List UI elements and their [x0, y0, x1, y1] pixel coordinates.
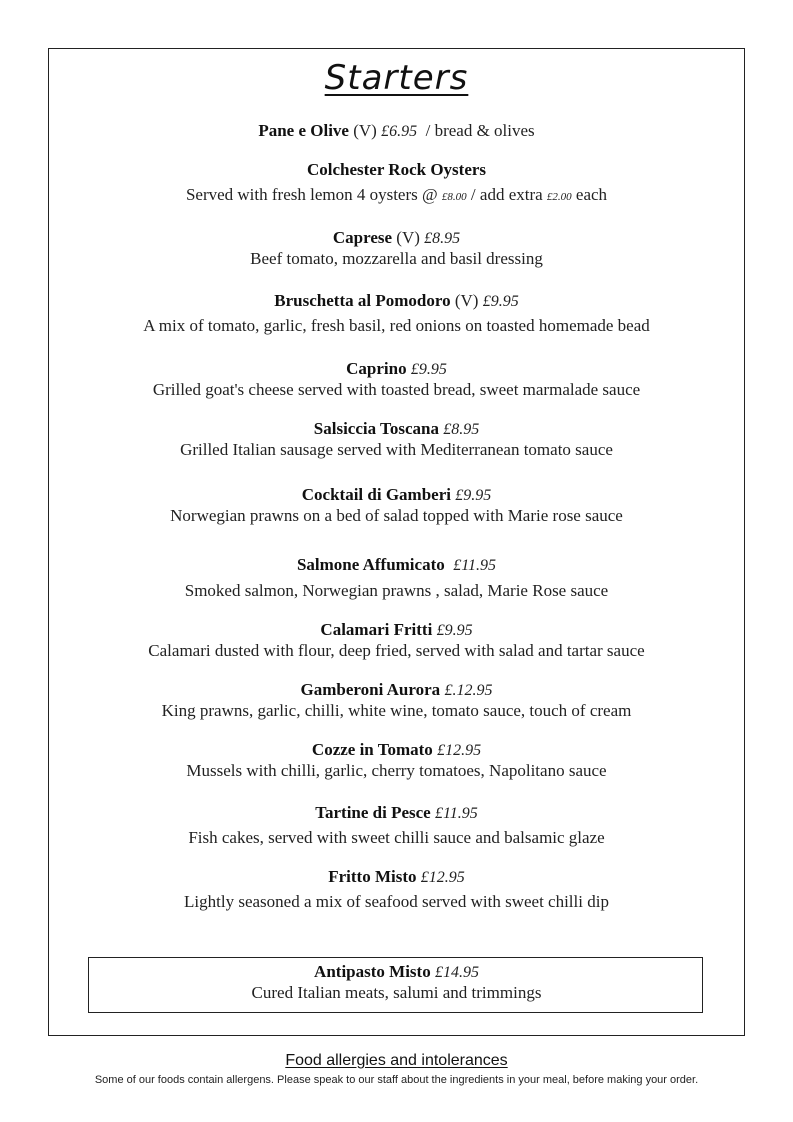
menu-item-bruschetta-desc [48, 316, 745, 336]
menu-item-calamari-desc [48, 641, 745, 661]
item-price: £11.95 [434, 805, 478, 822]
menu-item-salmone-desc [48, 581, 745, 601]
menu-item-caprino-name [48, 359, 745, 380]
item-desc: / add extra [466, 185, 547, 204]
menu-item-caprese-desc [48, 249, 745, 269]
item-desc: / bread & olives [425, 121, 535, 140]
menu-item-cozze-desc [48, 761, 745, 781]
item-price: £8.95 [443, 421, 480, 438]
item-price: £9.95 [436, 622, 473, 639]
menu-item-salsiccia-desc [48, 440, 745, 460]
item-name: Colchester Rock Oysters [306, 160, 487, 179]
item-desc: each [571, 185, 608, 204]
menu-item-tartine-name [48, 803, 745, 824]
menu-item-fritto-name [48, 867, 745, 888]
menu-item-gamberoni-name [48, 680, 745, 701]
item-desc: A mix of tomato, garlic, fresh basil, red onions on toasted homemade bead [143, 316, 650, 335]
item-price: £12.95 [437, 742, 482, 759]
allergy-text: Some of our foods contain allergens. Please speak to our staff about the ingredients in your meal, before making your order. [94, 1074, 699, 1086]
item-name: Calamari Fritti [320, 620, 433, 639]
menu-item-fritto-desc [48, 892, 745, 912]
menu-item-salsiccia-name [48, 419, 745, 440]
menu-item-antipasto-name [48, 962, 745, 983]
item-price: £9.95 [455, 487, 492, 504]
menu-item-calamari-name [48, 620, 745, 641]
item-price: £9.95 [410, 361, 447, 378]
menu-item-caprese-name [48, 228, 745, 249]
item-price: £11.95 [453, 557, 497, 574]
item-desc: Norwegian prawns on a bed of salad topped with Marie rose sauce [170, 506, 623, 525]
item-name: Salsiccia Toscana [313, 419, 439, 438]
item-desc: Beef tomato, mozzarella and basil dressing [250, 249, 543, 268]
menu-item-pane-e-olive [48, 121, 745, 142]
item-desc: King prawns, garlic, chilli, white wine, tomato sauce, touch of cream [161, 701, 632, 720]
menu-item-antipasto-desc [48, 983, 745, 1003]
item-price: £8.00 [441, 191, 467, 203]
item-desc: Lightly seasoned a mix of seafood served with sweet chilli dip [184, 892, 609, 911]
item-price: £.12.95 [444, 682, 493, 699]
item-price: £2.00 [546, 191, 572, 203]
item-tag: (V) [348, 121, 382, 140]
item-desc: Smoked salmon, Norwegian prawns , salad, Marie Rose sauce [184, 581, 609, 600]
menu-item-oysters-name [48, 160, 745, 180]
page-title: Starters [324, 58, 469, 98]
item-price: £12.95 [420, 869, 465, 886]
item-name: Tartine di Pesce [315, 803, 431, 822]
menu-item-cozze-name [48, 740, 745, 761]
item-name: Cozze in Tomato [311, 740, 433, 759]
item-price: £14.95 [434, 964, 479, 981]
item-name: Antipasto Misto [314, 962, 431, 981]
item-name: Fritto Misto [328, 867, 417, 886]
item-name: Caprese [332, 228, 393, 247]
menu-item-salmone-name [48, 555, 745, 576]
item-name: Cocktail di Gamberi [301, 485, 451, 504]
menu-item-cocktail-name [48, 485, 745, 506]
item-desc: Calamari dusted with flour, deep fried, served with salad and tartar sauce [148, 641, 645, 660]
item-desc: Mussels with chilli, garlic, cherry tomatoes, Napolitano sauce [186, 761, 607, 780]
menu-item-caprino-desc [48, 380, 745, 400]
item-desc: Served with fresh lemon 4 oysters @ [185, 185, 442, 204]
item-name: Gamberoni Aurora [300, 680, 441, 699]
item-desc: Fish cakes, served with sweet chilli sauce and balsamic glaze [188, 828, 605, 847]
item-name: Bruschetta al Pomodoro [274, 291, 451, 310]
item-desc: Cured Italian meats, salumi and trimmings [251, 983, 542, 1002]
item-name: Salmone Affumicato [296, 555, 445, 574]
menu-item-tartine-desc [48, 828, 745, 848]
item-name: Caprino [346, 359, 407, 378]
item-tag: (V) [392, 228, 425, 247]
menu-item-cocktail-desc [48, 506, 745, 526]
item-tag: (V) [450, 291, 483, 310]
item-price: £6.95 [381, 123, 418, 140]
item-desc: Grilled goat's cheese served with toasted bread, sweet marmalade sauce [152, 380, 641, 399]
item-price: £9.95 [482, 293, 519, 310]
item-desc: Grilled Italian sausage served with Mediterranean tomato sauce [180, 440, 613, 459]
item-price: £8.95 [424, 230, 461, 247]
menu-item-bruschetta-name [48, 291, 745, 312]
allergy-title: Food allergies and intolerances [285, 1052, 508, 1069]
menu-item-oysters-desc [48, 185, 745, 207]
item-name: Pane e Olive [258, 121, 349, 140]
menu-item-gamberoni-desc [48, 701, 745, 721]
